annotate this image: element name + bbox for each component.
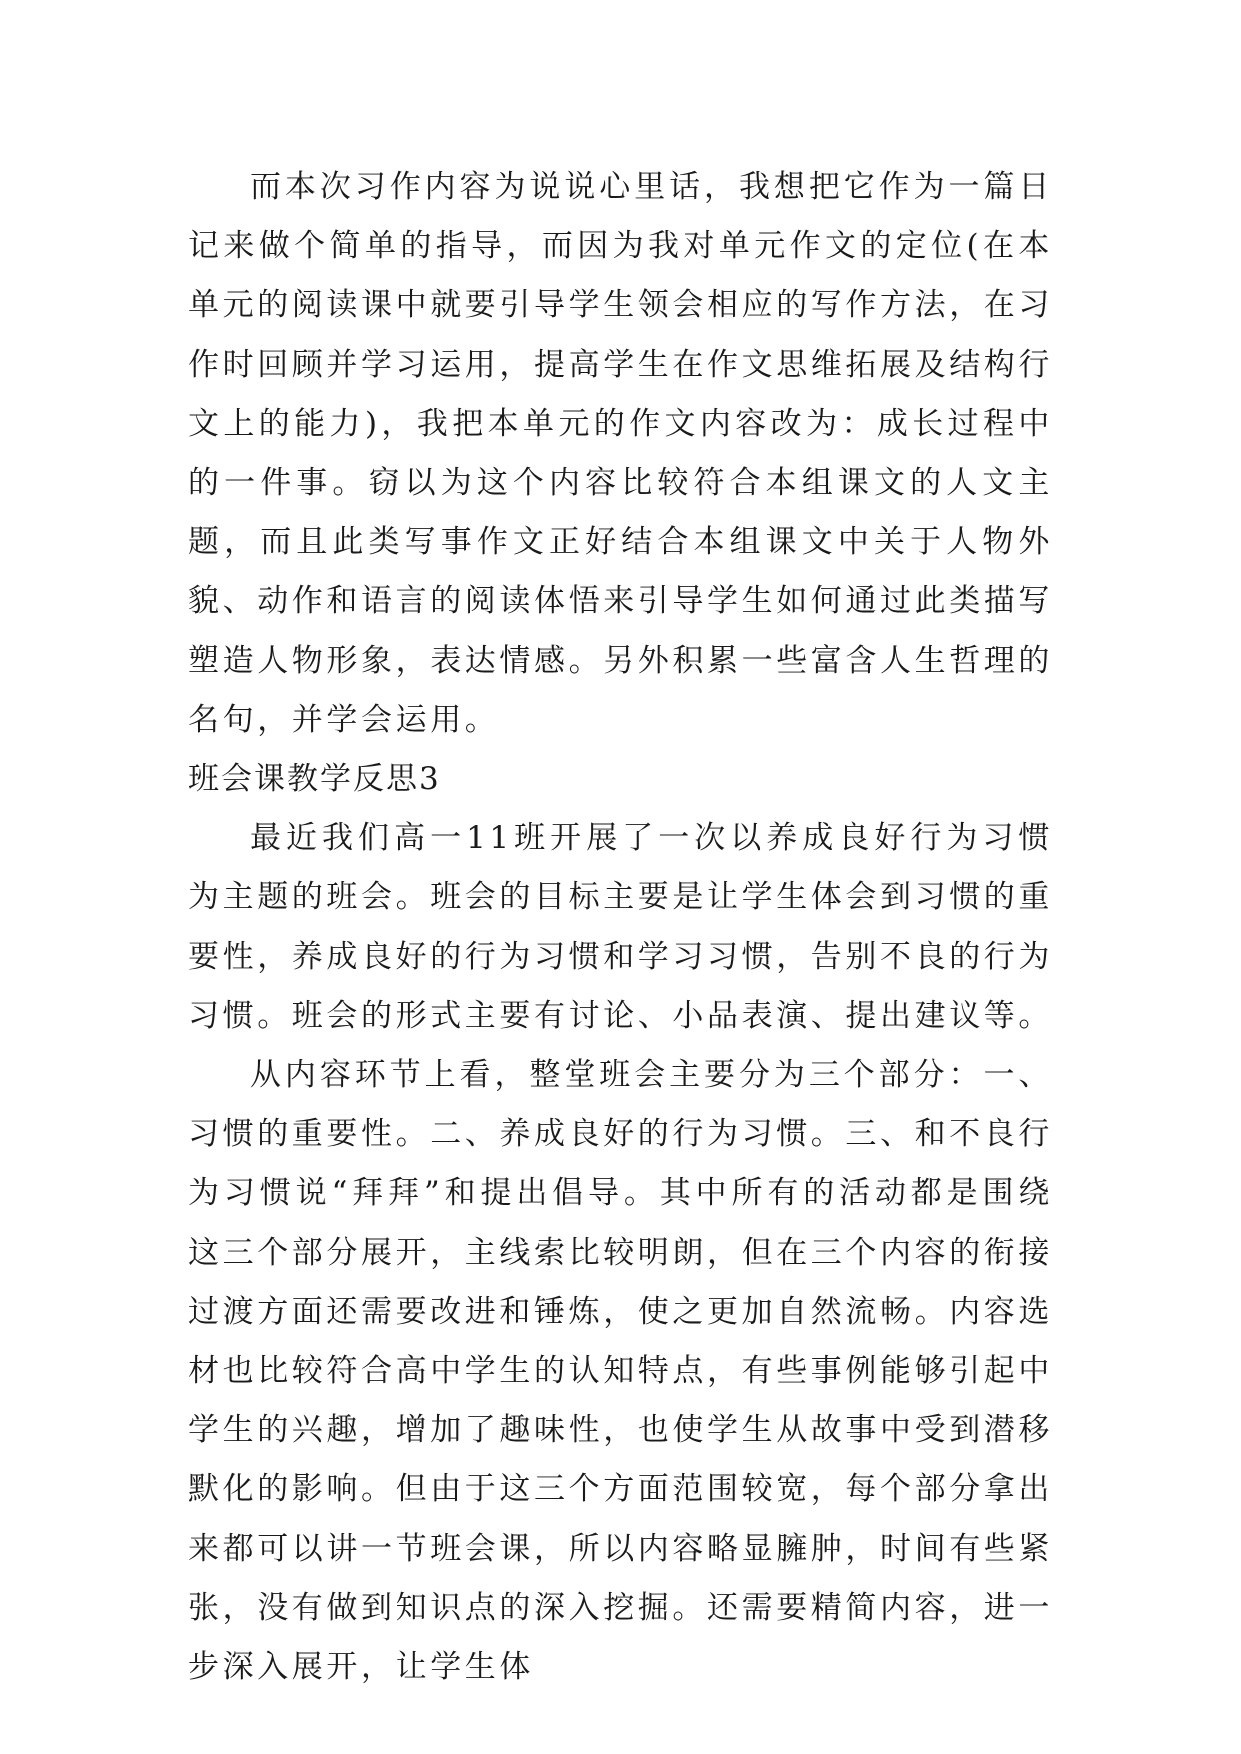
paragraph-class-meeting-content: 从内容环节上看，整堂班会主要分为三个部分：一、习惯的重要性。二、养成良好的行为习惯。三、和不良行为习惯说“拜拜”和提出倡导。其中所有的活动都是围绕这三个部分展开，主线索比较明朗，但在三个内容的衔接过渡方面还需要改进和锤炼，使之更加自然流畅。内容选材也比较符合高中学生的认知特点，有些事例能够引起中学生的兴趣，增加了趣味性，也使学生从故事中受到潜移默化的影响。但由于这三个方面范围较宽，每个部分拿出来都可以讲一节班会课，所以内容略显臃肿，时间有些紧张，没有做到知识点的深入挖掘。还需要精简内容，进一步深入展开，让学生体: [188, 1057, 1053, 1686]
document-body: [188, 158, 1053, 1697]
section-heading: 班会课教学反思3: [188, 761, 441, 798]
paragraph-writing-guidance: 而本次习作内容为说说心里话，我想把它作为一篇日记来做个简单的指导，而因为我对单元作文的定位(在本单元的阅读课中就要引导学生领会相应的写作方法，在习作时回顾并学习运用，提高学生在作文思维拓展及结构行文上的能力)，我把本单元的作文内容改为：成长过程中的一件事。窃以为这个内容比较符合本组课文的人文主题，而且此类写事作文正好结合本组课文中关于人物外貌、动作和语言的阅读体悟来引导学生如何通过此类描写塑造人物形象，表达情感。另外积累一些富含人生哲理的名句，并学会运用。: [188, 169, 1053, 738]
paragraph-class-meeting-intro: 最近我们高一11班开展了一次以养成良好行为习惯为主题的班会。班会的目标主要是让学生体会到习惯的重要性，养成良好的行为习惯和学习习惯，告别不良的行为习惯。班会的形式主要有讨论、小品表演、提出建议等。: [188, 820, 1053, 1034]
